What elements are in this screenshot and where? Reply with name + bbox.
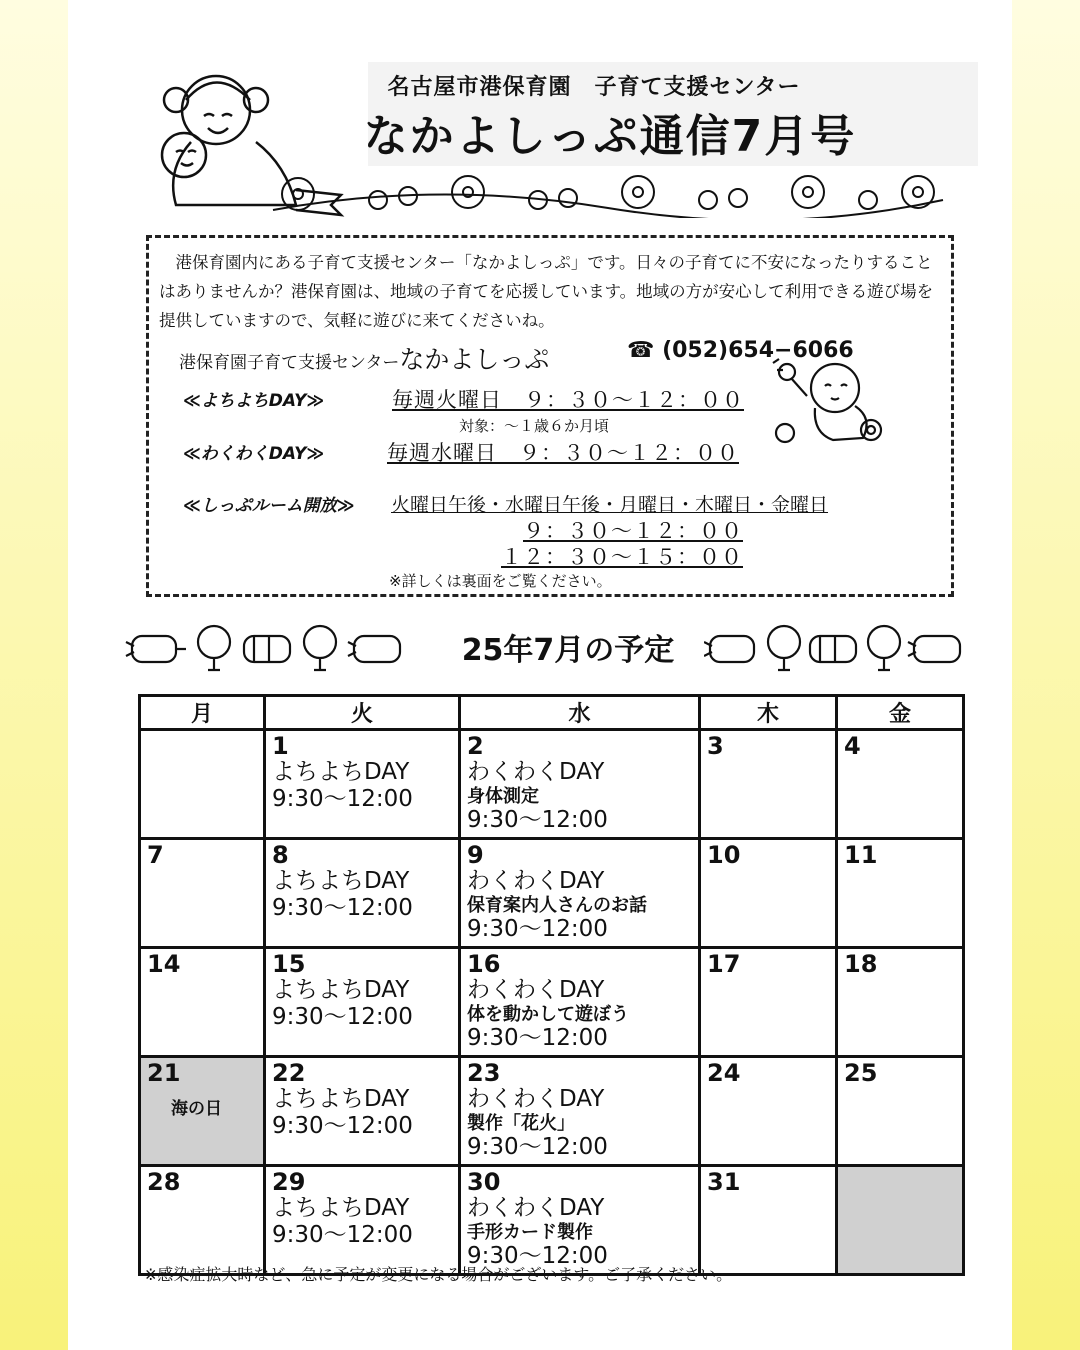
organization-name: 名古屋市港保育園 子育て支援センター xyxy=(387,75,801,100)
calendar-day-cell xyxy=(265,1166,460,1275)
event-time: 9:30〜12:00 xyxy=(272,1004,413,1030)
calendar-day-cell xyxy=(140,1057,265,1166)
beetle-tree-garland-right-icon xyxy=(704,622,968,674)
calendar-day-cell xyxy=(140,730,265,839)
day-number: 24 xyxy=(707,1059,741,1087)
event-name: わくわくDAY xyxy=(467,1086,605,1112)
day-number: 30 xyxy=(467,1168,501,1196)
day-number: 9 xyxy=(467,841,484,869)
right-margin-gradient xyxy=(1012,0,1080,1350)
day-number: 31 xyxy=(707,1168,741,1196)
yochi-day-schedule: 毎週火曜日 ９：３０〜１２：００ xyxy=(392,388,744,412)
calendar-day-cell xyxy=(837,948,964,1057)
event-activity: 製作「花火」 xyxy=(467,1113,575,1134)
day-number: 14 xyxy=(147,950,181,978)
left-margin-gradient xyxy=(0,0,68,1350)
header-tue: 火 xyxy=(265,696,460,730)
calendar-day-cell xyxy=(460,948,700,1057)
day-number: 22 xyxy=(272,1059,306,1087)
calendar-day-cell xyxy=(700,730,837,839)
newsletter-page xyxy=(68,0,1012,1350)
calendar-day-cell xyxy=(265,730,460,839)
event-time: 9:30〜12:00 xyxy=(272,895,413,921)
event-time: 9:30〜12:00 xyxy=(272,1113,413,1139)
ship-room-label: ≪しっぷルーム開放≫ xyxy=(183,496,355,516)
day-number: 29 xyxy=(272,1168,306,1196)
calendar-day-cell xyxy=(265,948,460,1057)
event-name: わくわくDAY xyxy=(467,868,605,894)
event-name: よちよちDAY xyxy=(272,759,410,785)
day-number: 28 xyxy=(147,1168,181,1196)
morning-glory-garland-icon xyxy=(268,170,948,218)
header-fri: 金 xyxy=(837,696,964,730)
waku-day-schedule: 毎週水曜日 ９：３０〜１２：００ xyxy=(387,441,739,465)
calendar-day-cell xyxy=(700,1057,837,1166)
day-number: 10 xyxy=(707,841,741,869)
event-name: よちよちDAY xyxy=(272,868,410,894)
day-number: 4 xyxy=(844,732,861,760)
calendar-week-row xyxy=(140,730,964,839)
ship-room-days: 火曜日午後・水曜日午後・月曜日・木曜日・金曜日 xyxy=(391,494,829,516)
event-time: 9:30〜12:00 xyxy=(272,1222,413,1248)
calendar-day-cell xyxy=(460,839,700,948)
event-name: よちよちDAY xyxy=(272,1086,410,1112)
calendar-day-cell xyxy=(460,1166,700,1275)
calendar-day-cell xyxy=(837,1057,964,1166)
event-name: わくわくDAY xyxy=(467,1195,605,1221)
yochi-day-label: ≪よちよちDAY≫ xyxy=(183,391,325,411)
center-prefix: 港保育園子育て支援センター xyxy=(179,353,400,373)
day-number: 25 xyxy=(844,1059,878,1087)
calendar-day-cell xyxy=(140,839,265,948)
event-name: よちよちDAY xyxy=(272,1195,410,1221)
schedule-title: 25年7月の予定 xyxy=(461,633,675,668)
calendar-week-row xyxy=(140,1166,964,1275)
day-number: 18 xyxy=(844,950,878,978)
event-activity: 体を動かして遊ぼう xyxy=(467,1004,629,1025)
day-number: 15 xyxy=(272,950,306,978)
calendar-day-cell xyxy=(837,839,964,948)
baby-with-rattle-icon xyxy=(763,358,883,453)
day-number: 17 xyxy=(707,950,741,978)
ship-room-time-morning: ９：３０〜１２：００ xyxy=(523,519,743,543)
day-number: 8 xyxy=(272,841,289,869)
day-number: 21 xyxy=(147,1059,181,1087)
header-thu: 木 xyxy=(700,696,837,730)
calendar-week-row xyxy=(140,839,964,948)
calendar-day-cell xyxy=(140,1166,265,1275)
day-number: 1 xyxy=(272,732,289,760)
event-time: 9:30〜12:00 xyxy=(467,916,608,942)
calendar-day-cell xyxy=(700,948,837,1057)
day-number: 7 xyxy=(147,841,164,869)
event-activity: 身体測定 xyxy=(467,786,539,807)
calendar-day-cell xyxy=(460,730,700,839)
info-box xyxy=(146,235,954,597)
center-name-line xyxy=(179,340,549,376)
holiday-label: 海の日 xyxy=(171,1099,222,1119)
header-wed: 水 xyxy=(460,696,700,730)
waku-day-label: ≪わくわくDAY≫ xyxy=(183,444,325,464)
event-time: 9:30〜12:00 xyxy=(272,786,413,812)
detail-note: ※詳しくは裏面をご覧ください。 xyxy=(389,572,612,590)
yochi-day-target: 対象：〜１歳６か月頃 xyxy=(459,417,610,435)
calendar-day-cell xyxy=(265,839,460,948)
calendar-day-cell xyxy=(460,1057,700,1166)
july-calendar xyxy=(138,694,965,1276)
day-number: 3 xyxy=(707,732,724,760)
event-name: わくわくDAY xyxy=(467,759,605,785)
calendar-week-row xyxy=(140,1057,964,1166)
header-mon: 月 xyxy=(140,696,265,730)
calendar-day-cell xyxy=(140,948,265,1057)
footnote: ※感染症拡大時など、急に予定が変更になる場合がございます。ご了承ください。 xyxy=(144,1265,733,1284)
day-number: 11 xyxy=(844,841,878,869)
event-name: わくわくDAY xyxy=(467,977,605,1003)
intro-text: 港保育園内にある子育て支援センター「なかよしっぷ」です。日々の子育てに不安になったりすることはありませんか？港保育園は、地域の子育てを応援しています。地域の方が安心して利用できる遊び場を提供していますので、気軽に遊びに来てくださいね。 xyxy=(159,253,934,330)
calendar-day-cell xyxy=(265,1057,460,1166)
beetle-tree-garland-left-icon xyxy=(124,622,414,674)
event-name: よちよちDAY xyxy=(272,977,410,1003)
event-activity: 保育案内人さんのお話 xyxy=(467,895,647,916)
day-number: 23 xyxy=(467,1059,501,1087)
center-name: なかよしっぷ xyxy=(399,345,550,374)
ship-room-time-afternoon: １２：３０〜１５：００ xyxy=(501,545,743,569)
event-time: 9:30〜12:00 xyxy=(467,1243,608,1269)
day-number: 16 xyxy=(467,950,501,978)
calendar-day-cell xyxy=(700,839,837,948)
calendar-day-cell xyxy=(837,1166,964,1275)
newsletter-title: なかよしっぷ通信7月号 xyxy=(363,111,857,162)
phone-number: ☎ (052)654−6066 xyxy=(627,338,854,363)
event-time: 9:30〜12:00 xyxy=(467,807,608,833)
event-time: 9:30〜12:00 xyxy=(467,1025,608,1051)
event-activity: 手形カード製作 xyxy=(467,1222,593,1243)
day-number: 2 xyxy=(467,732,484,760)
event-time: 9:30〜12:00 xyxy=(467,1134,608,1160)
calendar-day-cell xyxy=(700,1166,837,1275)
calendar-header-row xyxy=(140,696,964,730)
calendar-week-row xyxy=(140,948,964,1057)
calendar-day-cell xyxy=(837,730,964,839)
